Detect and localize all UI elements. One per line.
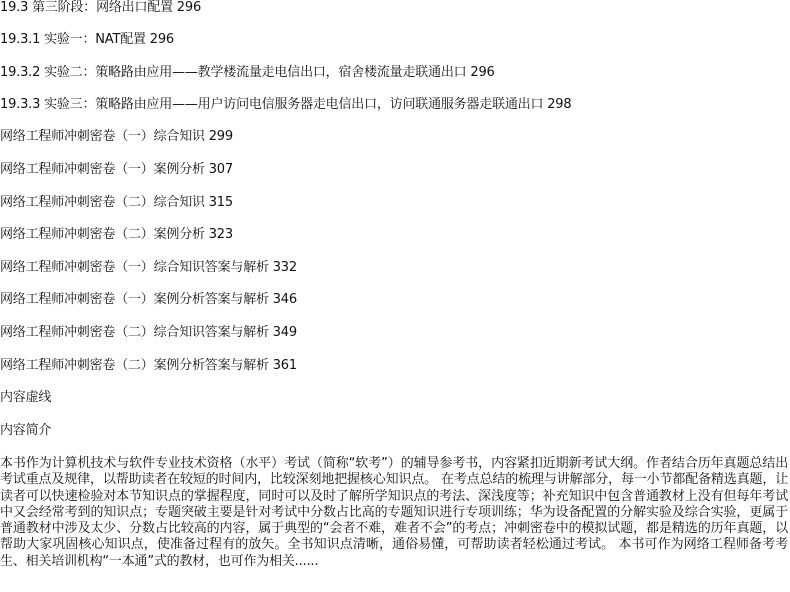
toc-entry-exam2-case-answers: 网络工程师冲刺密卷（二）案例分析答案与解析 361 — [0, 358, 297, 373]
toc-entry-exam1-theory: 网络工程师冲刺密卷（一）综合知识 299 — [0, 129, 233, 144]
intro-paragraph: 本书作为计算机技术与软件专业技术资格（水平）考试（简称“软考”）的辅导参考书，内容紧扣近期新考试大纲。作者结合历年真题总结出考试重点及规律，以帮助读者在较短的时间内，比较深刻地把握核心知识点。 在考点总结的梳理与讲解部分，每一小节都配备精选真题，让读者可以快速检验对本节知识点的掌握程度，同时可以及时了解所学知识点的考法、深浅度等；补充知识中包含普通教材上没有但每年考试中又会经常考到的知识点；专题突破主要是针对考试中分数占比高的专题知识进行专项训练；华为设备配置的分解实验及综合实验，更属于普通教材中涉及太少、分数占比较高的内容，属于典型的“会者不难，难者不会”的考点；冲刺密卷中的模拟试题，都是精选的历年真题，以帮助大家巩固核心知识点，使准备过程有的放矢。全书知识点清晰，通俗易懂，可帮助读者轻松通过考试。 本书可作为网络工程师备考考生、相关培训机构“一本通”式的教材，也可作为相关...... — [0, 456, 788, 569]
section-heading-summary: 内容简介 — [0, 423, 52, 438]
toc-entry-exam2-theory-answers: 网络工程师冲刺密卷（二）综合知识答案与解析 349 — [0, 325, 297, 340]
toc-entry-exam2-case: 网络工程师冲刺密卷（二）案例分析 323 — [0, 227, 233, 242]
toc-entry-19-3-2: 19.3.2 实验二：策略路由应用——教学楼流量走电信出口，宿舍楼流量走联通出口 296 — [0, 65, 495, 80]
section-heading-content-outline: 内容虚线 — [0, 390, 52, 405]
toc-entry-exam1-case: 网络工程师冲刺密卷（一）案例分析 307 — [0, 162, 233, 177]
toc-entry-19-3-3: 19.3.3 实验三：策略路由应用——用户访问电信服务器走电信出口，访问联通服务器走联通出口 298 — [0, 97, 572, 112]
toc-entry-exam1-case-answers: 网络工程师冲刺密卷（一）案例分析答案与解析 346 — [0, 292, 297, 307]
toc-entry-exam1-theory-answers: 网络工程师冲刺密卷（一）综合知识答案与解析 332 — [0, 260, 297, 275]
toc-entry-19-3-1: 19.3.1 实验一：NAT配置 296 — [0, 32, 174, 47]
toc-entry-19-3: 19.3 第三阶段：网络出口配置 296 — [0, 0, 202, 15]
toc-entry-exam2-theory: 网络工程师冲刺密卷（二）综合知识 315 — [0, 195, 233, 210]
